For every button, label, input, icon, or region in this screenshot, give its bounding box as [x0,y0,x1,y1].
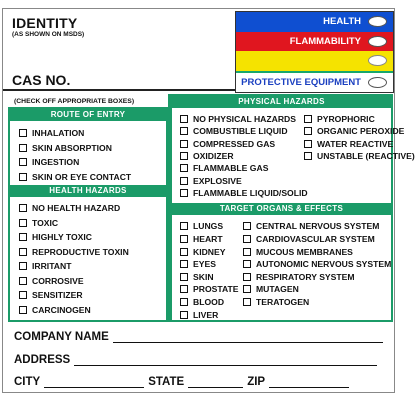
checkbox-label: OXIDIZER [193,151,234,162]
route-of-entry-list [10,121,166,184]
checkbox-item[interactable] [19,126,166,141]
checkbox-item[interactable] [180,174,304,186]
checkbox[interactable] [180,260,188,268]
checkbox-item[interactable] [19,155,166,170]
flammability-rating-label: FLAMMABILITY [289,35,361,47]
checkbox-item[interactable] [180,113,304,125]
header-divider [3,89,235,91]
checkbox-item[interactable] [243,233,391,246]
checkbox-item[interactable] [180,125,304,137]
checkbox[interactable] [180,164,188,172]
checkbox[interactable] [180,189,188,197]
checkbox-item[interactable] [243,270,391,283]
checkbox-label: INGESTION [32,157,80,168]
address-row [14,354,377,366]
checkbox-item[interactable] [180,270,243,283]
target-organs-heading: TARGET ORGANS & EFFECTS [172,203,391,215]
hmis-rating-panel [235,11,394,93]
checkbox[interactable] [19,173,27,181]
checkbox-label: LUNGS [193,221,224,232]
checkbox-item[interactable] [19,201,166,216]
company-name-row [14,331,383,343]
checkbox-item[interactable] [243,220,391,233]
protective-equipment-label: PROTECTIVE EQUIPMENT [241,76,361,88]
checkbox[interactable] [19,277,27,285]
checkbox-label: TERATOGEN [256,296,310,307]
checkbox[interactable] [180,235,188,243]
checkbox[interactable] [243,248,251,256]
checkbox-item[interactable] [19,303,166,318]
checkbox[interactable] [19,248,27,256]
checkbox-item[interactable] [19,288,166,303]
checkbox-item[interactable] [19,216,166,231]
route-of-entry-heading: ROUTE OF ENTRY [10,109,166,121]
checkbox[interactable] [180,285,188,293]
checkbox-label: ORGANIC PEROXIDE [317,126,405,137]
health-hazards-list [10,197,166,317]
checkbox-item[interactable] [180,233,243,246]
checkbox-item[interactable] [180,296,243,309]
checkbox-item[interactable] [304,125,404,137]
company-name-field[interactable] [113,333,383,343]
checkbox-label: CENTRAL NERVOUS SYSTEM [256,221,380,232]
checkbox-label: CARCINOGEN [32,304,91,315]
checkbox[interactable] [19,291,27,299]
checkbox[interactable] [19,204,27,212]
zip-field[interactable] [269,378,349,388]
checkbox-item[interactable] [180,162,304,174]
checkbox[interactable] [180,152,188,160]
checkbox[interactable] [180,248,188,256]
checkbox-item[interactable] [304,150,415,162]
checkbox-label: FLAMMABLE LIQUID/SOLID [193,187,308,198]
city-field[interactable] [44,378,144,388]
checkbox[interactable] [19,219,27,227]
protective-equipment-field[interactable] [368,77,387,88]
physical-hazards-grid [172,108,415,199]
checkbox-label: FLAMMABLE GAS [193,163,269,174]
checkbox-item[interactable] [243,296,391,309]
checkbox[interactable] [243,298,251,306]
checkbox-label: IRRITANT [32,261,72,272]
checkbox-item[interactable] [180,258,243,271]
checkbox[interactable] [304,152,312,160]
checkbox-label: HEART [193,233,223,244]
identity-note: (AS SHOWN ON MSDS) [12,31,85,38]
checkbox-item[interactable] [180,308,243,321]
checkbox[interactable] [19,233,27,241]
checkbox-item[interactable] [180,138,304,150]
checkbox-label: AUTONOMIC NERVOUS SYSTEM [256,259,392,270]
checkbox-label: BLOOD [193,296,225,307]
checkbox[interactable] [304,127,312,135]
target-organs-grid [172,215,391,321]
checkbox-label: LIVER [193,309,219,320]
reactivity-rating-field[interactable] [368,55,387,66]
checkbox[interactable] [304,140,312,148]
checkbox-label: NO PHYSICAL HAZARDS [193,114,296,125]
checkbox[interactable] [243,235,251,243]
checkbox-label: EXPLOSIVE [193,175,242,186]
checkbox-item[interactable] [243,245,391,258]
checkbox[interactable] [19,129,27,137]
checkbox-label: MUCOUS MEMBRANES [256,246,353,257]
checkbox-label: INHALATION [32,128,85,139]
checkbox[interactable] [243,285,251,293]
checkbox-item[interactable] [19,245,166,260]
checkbox[interactable] [180,298,188,306]
physical-hazards-heading: PHYSICAL HAZARDS [172,96,391,108]
health-rating-field[interactable] [368,16,387,27]
checkbox[interactable] [180,140,188,148]
protective-equipment-bar [236,71,393,91]
checkbox[interactable] [243,222,251,230]
checkbox-label: NO HEALTH HAZARD [32,203,121,214]
checkbox-item[interactable] [304,138,404,150]
checkbox[interactable] [180,115,188,123]
flammability-rating-field[interactable] [368,36,387,47]
reactivity-rating-bar [236,51,393,71]
state-field[interactable] [188,378,243,388]
target-organs-list-1 [180,220,243,321]
checkbox[interactable] [180,127,188,135]
company-name-label: COMPANY NAME [14,331,109,343]
checkoff-instruction: (CHECK OFF APPROPRIATE BOXES) [14,98,135,105]
checkbox-label: COMPRESSED GAS [193,138,276,149]
checkbox-label: HIGHLY TOXIC [32,232,93,243]
checkbox-item[interactable] [19,141,166,156]
physical-hazards-list-1 [180,113,308,199]
checkbox[interactable] [19,144,27,152]
health-rating-label: HEALTH [323,16,361,27]
checkbox-label: RESPIRATORY SYSTEM [256,271,355,282]
checkbox-item[interactable] [19,259,166,274]
checkbox[interactable] [19,306,27,314]
checkbox-item[interactable] [243,258,391,271]
checkbox[interactable] [304,115,312,123]
checkbox-item[interactable] [19,170,166,185]
checkbox-item[interactable] [19,274,166,289]
right-hazard-column [168,94,415,322]
checkbox-item[interactable] [180,245,243,258]
checkbox-item[interactable] [304,113,404,125]
physical-hazards-list-2 [304,113,415,199]
checkbox[interactable] [19,262,27,270]
target-organs-list-2 [243,220,391,321]
checkbox-label: UNSTABLE (REACTIVE) [317,151,415,162]
checkbox-label: TOXIC [32,217,59,228]
checkbox-label: PROSTATE [193,284,239,295]
city-state-zip-row [14,376,349,388]
checkbox-label: KIDNEY [193,246,226,257]
checkbox-item[interactable] [243,283,391,296]
checkbox[interactable] [180,311,188,319]
checkbox[interactable] [180,222,188,230]
checkbox-label: MUTAGEN [256,284,299,295]
checkbox-label: COMBUSTIBLE LIQUID [193,126,288,137]
checkbox-label: CORROSIVE [32,275,84,286]
left-hazard-column [8,107,168,322]
msds-label [2,8,415,393]
checkbox[interactable] [19,158,27,166]
state-label: STATE [148,376,185,388]
zip-label: ZIP [247,376,266,388]
checkbox-label: CARDIOVASCULAR SYSTEM [256,233,375,244]
checkbox-item[interactable] [180,220,243,233]
checkbox-label: SENSITIZER [32,290,83,301]
checkbox-item[interactable] [180,150,304,162]
checkbox-label: SKIN ABSORPTION [32,142,112,153]
checkbox[interactable] [180,177,188,185]
cas-number-label: CAS NO. [12,72,71,88]
checkbox-label: EYES [193,259,216,270]
checkbox-label: SKIN [193,271,214,282]
checkbox[interactable] [243,273,251,281]
flammability-rating-bar [236,32,393,52]
checkbox-item[interactable] [180,187,308,199]
checkbox-label: SKIN OR EYE CONTACT [32,171,132,182]
health-rating-bar [236,12,393,32]
checkbox-item[interactable] [180,283,243,296]
identity-label: IDENTITY [12,15,78,31]
checkbox[interactable] [243,260,251,268]
city-label: CITY [14,376,41,388]
checkbox-label: WATER REACTIVE [317,138,394,149]
checkbox-label: REPRODUCTIVE TOXIN [32,246,129,257]
checkbox-label: PYROPHORIC [317,114,375,125]
checkbox[interactable] [180,273,188,281]
address-field[interactable] [74,356,377,366]
address-label: ADDRESS [14,354,71,366]
health-hazards-heading: HEALTH HAZARDS [10,185,166,197]
checkbox-item[interactable] [19,230,166,245]
